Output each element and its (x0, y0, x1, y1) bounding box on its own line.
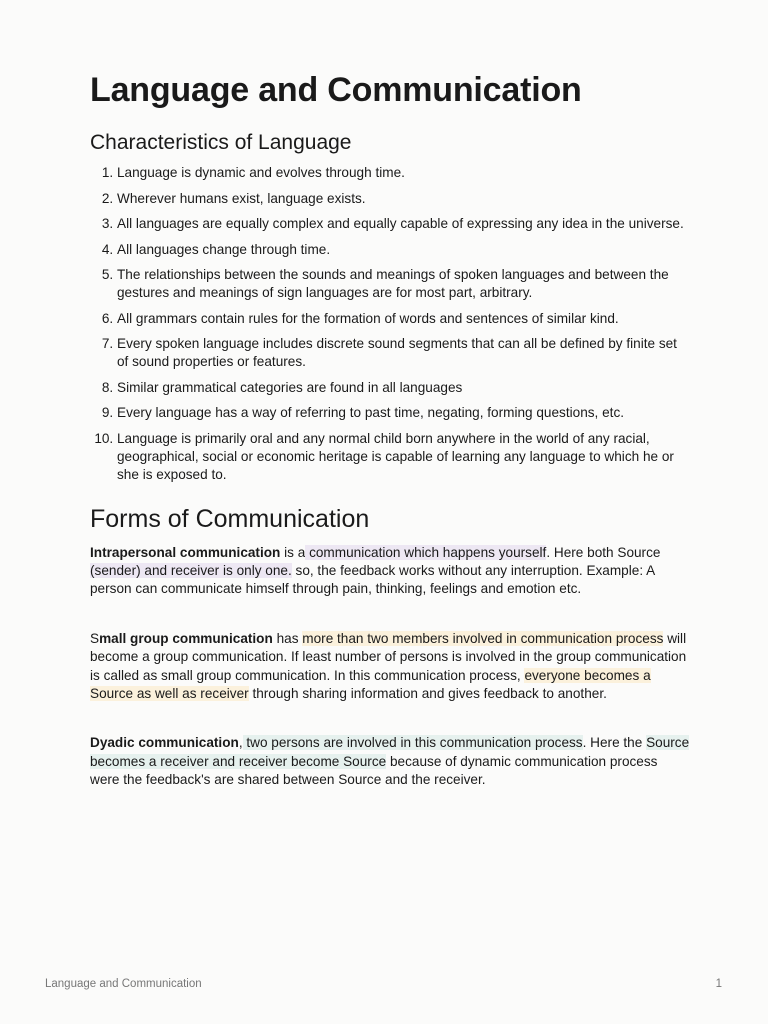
text-run: is a (280, 544, 306, 560)
highlight: two persons are involved in this communication process (242, 735, 583, 751)
text-run: S (90, 630, 100, 646)
highlight: everyone becomes a Source as well as receiver (90, 667, 651, 701)
text-run: . Here the (582, 735, 647, 751)
text-run: has (272, 630, 303, 646)
list-item: 9. Every language has a way of referring to past time, negating, forming questions, etc. (117, 404, 690, 422)
forms-heading: Forms of Communication (90, 504, 370, 533)
footer-title: Language and Communication (45, 978, 202, 990)
dyadic-term: Dyadic communication (90, 735, 239, 751)
list-item: 7. Every spoken language includes discrete sound segments that can all be defined by finite set of sound properties or features. (117, 335, 690, 371)
page-number: 1 (715, 978, 722, 990)
text-run: because of dynamic communication process were the feedback's are shared between Source and the receiver. (90, 753, 658, 788)
list-item: 1. Language is dynamic and evolves through time. (117, 164, 690, 182)
list-item: 4. All languages change through time. (117, 241, 690, 259)
text-run: . Here both Source (546, 544, 661, 560)
list-item: 10. Language is primarily oral and any normal child born anywhere in the world of any racial, geographical, social or economic heritage is capable of learning any language to which he or she is exposed to. (117, 430, 690, 484)
highlight: communication which happens yourself (305, 544, 547, 560)
document-page (90, 70, 690, 821)
highlight: more than two members involved in communication process (302, 630, 664, 646)
dyadic-paragraph (90, 734, 690, 789)
highlight: Source becomes a receiver and receiver become Source (90, 735, 690, 769)
highlight: (sender) and receiver is only one. (90, 562, 292, 578)
text-run: so, the feedback works without any interruption. Example: A person can communicate himself through pain, thinking, feelings and emotion etc. (90, 562, 655, 597)
intrapersonal-paragraph (90, 544, 690, 599)
list-item: 6. All grammars contain rules for the formation of words and sentences of similar kind. (117, 310, 690, 328)
small-group-term: mall group communication (99, 630, 273, 646)
text-run: will become a group communication. If least number of persons is involved in the group communication is called as small group communication. In this communication process, (90, 630, 687, 683)
small-group-paragraph (90, 630, 690, 704)
list-item: 5. The relationships between the sounds and meanings of spoken languages and between the gestures and meanings of sign languages are for most part, arbitrary. (117, 266, 690, 302)
list-item: 3. All languages are equally complex and equally capable of expressing any idea in the universe. (117, 215, 690, 233)
text-run: , (238, 735, 243, 751)
list-item: 8. Similar grammatical categories are found in all languages (117, 379, 690, 397)
characteristics-list (90, 164, 690, 484)
characteristics-heading: Characteristics of Language (90, 131, 352, 154)
intrapersonal-term: Intrapersonal communication (90, 544, 281, 560)
list-item: 2. Wherever humans exist, language exists. (117, 190, 690, 208)
text-run: through sharing information and gives feedback to another. (248, 685, 607, 701)
page-title: Language and Communication (90, 71, 582, 109)
